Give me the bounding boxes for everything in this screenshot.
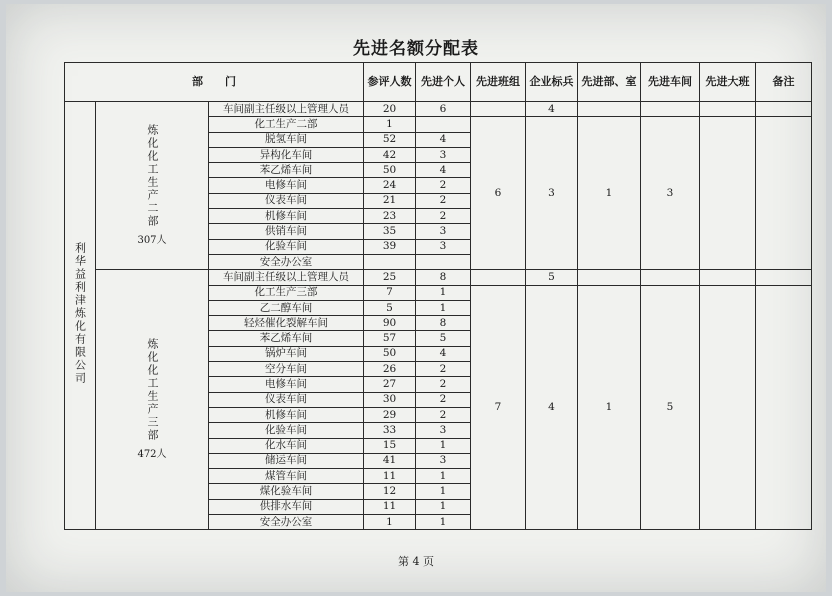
unit-name: 锅炉车间 [209, 346, 364, 361]
unit-name: 机修车间 [209, 209, 364, 224]
header-remarks: 备注 [756, 63, 812, 102]
advanced-depts-value: 1 [578, 285, 641, 530]
participants-count: 30 [364, 392, 416, 407]
header-advanced-depts: 先进部、室 [578, 63, 641, 102]
advanced-count: 2 [416, 193, 471, 208]
unit-name: 煤化验车间 [209, 484, 364, 499]
division-count: 472人 [137, 448, 167, 460]
advanced-workshops-value: 5 [641, 285, 700, 530]
remarks-value [756, 117, 812, 270]
division-name-cell [96, 102, 209, 270]
empty-cell [641, 270, 700, 285]
advanced-count: 2 [416, 377, 471, 392]
advanced-count: 1 [416, 515, 471, 530]
participants-count: 50 [364, 346, 416, 361]
advanced-count: 2 [416, 362, 471, 377]
advanced-count: 1 [416, 285, 471, 300]
advanced-count [416, 117, 471, 132]
unit-name: 供排水车间 [209, 499, 364, 514]
advanced-count: 6 [416, 102, 471, 117]
advanced-count: 2 [416, 392, 471, 407]
unit-name: 供销车间 [209, 224, 364, 239]
advanced-count: 2 [416, 407, 471, 422]
mgmt-soldiers-count: 4 [526, 102, 578, 117]
model-soldiers-value: 3 [526, 117, 578, 270]
table-body [65, 63, 812, 530]
participants-count: 90 [364, 316, 416, 331]
remarks-value [756, 285, 812, 530]
teams-empty [471, 102, 526, 117]
unit-name: 化工生产三部 [209, 285, 364, 300]
allocation-table [64, 62, 812, 530]
empty-cell [756, 270, 812, 285]
advanced-count: 4 [416, 163, 471, 178]
teams-empty [471, 270, 526, 285]
header-advanced-individuals: 先进个人 [416, 63, 471, 102]
advanced-count: 1 [416, 300, 471, 315]
unit-name: 苯乙烯车间 [209, 331, 364, 346]
advanced-big-teams-value [700, 117, 756, 270]
company-name: 利华益利津炼化有限公司 [73, 242, 87, 386]
advanced-count: 2 [416, 178, 471, 193]
empty-cell [700, 102, 756, 117]
unit-name: 轻烃催化裂解车间 [209, 316, 364, 331]
table-row [65, 102, 812, 117]
advanced-count: 8 [416, 270, 471, 285]
advanced-count: 8 [416, 316, 471, 331]
unit-name: 异构化车间 [209, 147, 364, 162]
division-name-cell [96, 270, 209, 530]
empty-cell [641, 102, 700, 117]
participants-count: 33 [364, 423, 416, 438]
advanced-count: 4 [416, 346, 471, 361]
participants-count: 42 [364, 147, 416, 162]
participants-count: 26 [364, 362, 416, 377]
participants-count: 57 [364, 331, 416, 346]
participants-count: 27 [364, 377, 416, 392]
table-row [65, 270, 812, 285]
participants-count: 5 [364, 300, 416, 315]
participants-count: 50 [364, 163, 416, 178]
advanced-count: 1 [416, 484, 471, 499]
model-soldiers-value: 4 [526, 285, 578, 530]
participants-count: 29 [364, 407, 416, 422]
unit-name: 车间副主任级以上管理人员 [209, 102, 364, 117]
advanced-teams-value: 6 [471, 117, 526, 270]
advanced-count [416, 254, 471, 269]
participants-count: 7 [364, 285, 416, 300]
unit-name: 化验车间 [209, 239, 364, 254]
unit-name: 电修车间 [209, 377, 364, 392]
unit-name: 空分车间 [209, 362, 364, 377]
unit-name: 电修车间 [209, 178, 364, 193]
participants-count: 1 [364, 515, 416, 530]
participants-count: 1 [364, 117, 416, 132]
empty-cell [578, 102, 641, 117]
page-number: 第 4 页 [398, 555, 434, 568]
advanced-workshops-value: 3 [641, 117, 700, 270]
header-advanced-big-teams: 先进大班 [700, 63, 756, 102]
unit-name: 乙二醇车间 [209, 300, 364, 315]
header-participants: 参评人数 [364, 63, 416, 102]
unit-name: 煤管车间 [209, 469, 364, 484]
participants-count: 11 [364, 469, 416, 484]
unit-name: 车间副主任级以上管理人员 [209, 270, 364, 285]
advanced-count: 1 [416, 438, 471, 453]
participants-count: 25 [364, 270, 416, 285]
participants-count: 23 [364, 209, 416, 224]
advanced-depts-value: 1 [578, 117, 641, 270]
participants-count: 11 [364, 499, 416, 514]
unit-name: 化验车间 [209, 423, 364, 438]
participants-count: 15 [364, 438, 416, 453]
participants-count: 20 [364, 102, 416, 117]
participants-count: 52 [364, 132, 416, 147]
advanced-count: 1 [416, 469, 471, 484]
unit-name: 脱氢车间 [209, 132, 364, 147]
advanced-count: 3 [416, 453, 471, 468]
advanced-count: 2 [416, 209, 471, 224]
participants-count: 39 [364, 239, 416, 254]
empty-cell [578, 270, 641, 285]
company-name-cell [65, 102, 96, 530]
unit-name: 储运车间 [209, 453, 364, 468]
unit-name: 仪表车间 [209, 392, 364, 407]
advanced-count: 3 [416, 224, 471, 239]
advanced-count: 5 [416, 331, 471, 346]
advanced-count: 3 [416, 239, 471, 254]
unit-name: 苯乙烯车间 [209, 163, 364, 178]
unit-name: 安全办公室 [209, 515, 364, 530]
advanced-count: 1 [416, 499, 471, 514]
participants-count: 35 [364, 224, 416, 239]
unit-name: 仪表车间 [209, 193, 364, 208]
advanced-count: 3 [416, 423, 471, 438]
advanced-big-teams-value [700, 285, 756, 530]
header-advanced-teams: 先进班组 [471, 63, 526, 102]
division-name: 炼化化工生产三部 [146, 337, 159, 442]
participants-count: 21 [364, 193, 416, 208]
unit-name: 机修车间 [209, 407, 364, 422]
division-name: 炼化化工生产二部 [146, 123, 159, 228]
unit-name: 化水车间 [209, 438, 364, 453]
participants-count: 24 [364, 178, 416, 193]
participants-count: 12 [364, 484, 416, 499]
header-model-soldiers: 企业标兵 [526, 63, 578, 102]
empty-cell [756, 102, 812, 117]
page-title: 先进名额分配表 [353, 39, 479, 59]
header-advanced-workshops: 先进车间 [641, 63, 700, 102]
header-row [65, 63, 812, 102]
advanced-teams-value: 7 [471, 285, 526, 530]
participants-count: 41 [364, 453, 416, 468]
division-count: 307人 [137, 234, 167, 246]
unit-name: 化工生产二部 [209, 117, 364, 132]
header-dept: 部 门 [65, 63, 364, 102]
advanced-count: 3 [416, 147, 471, 162]
unit-name: 安全办公室 [209, 254, 364, 269]
participants-count [364, 254, 416, 269]
mgmt-soldiers-count: 5 [526, 270, 578, 285]
empty-cell [700, 270, 756, 285]
advanced-count: 4 [416, 132, 471, 147]
